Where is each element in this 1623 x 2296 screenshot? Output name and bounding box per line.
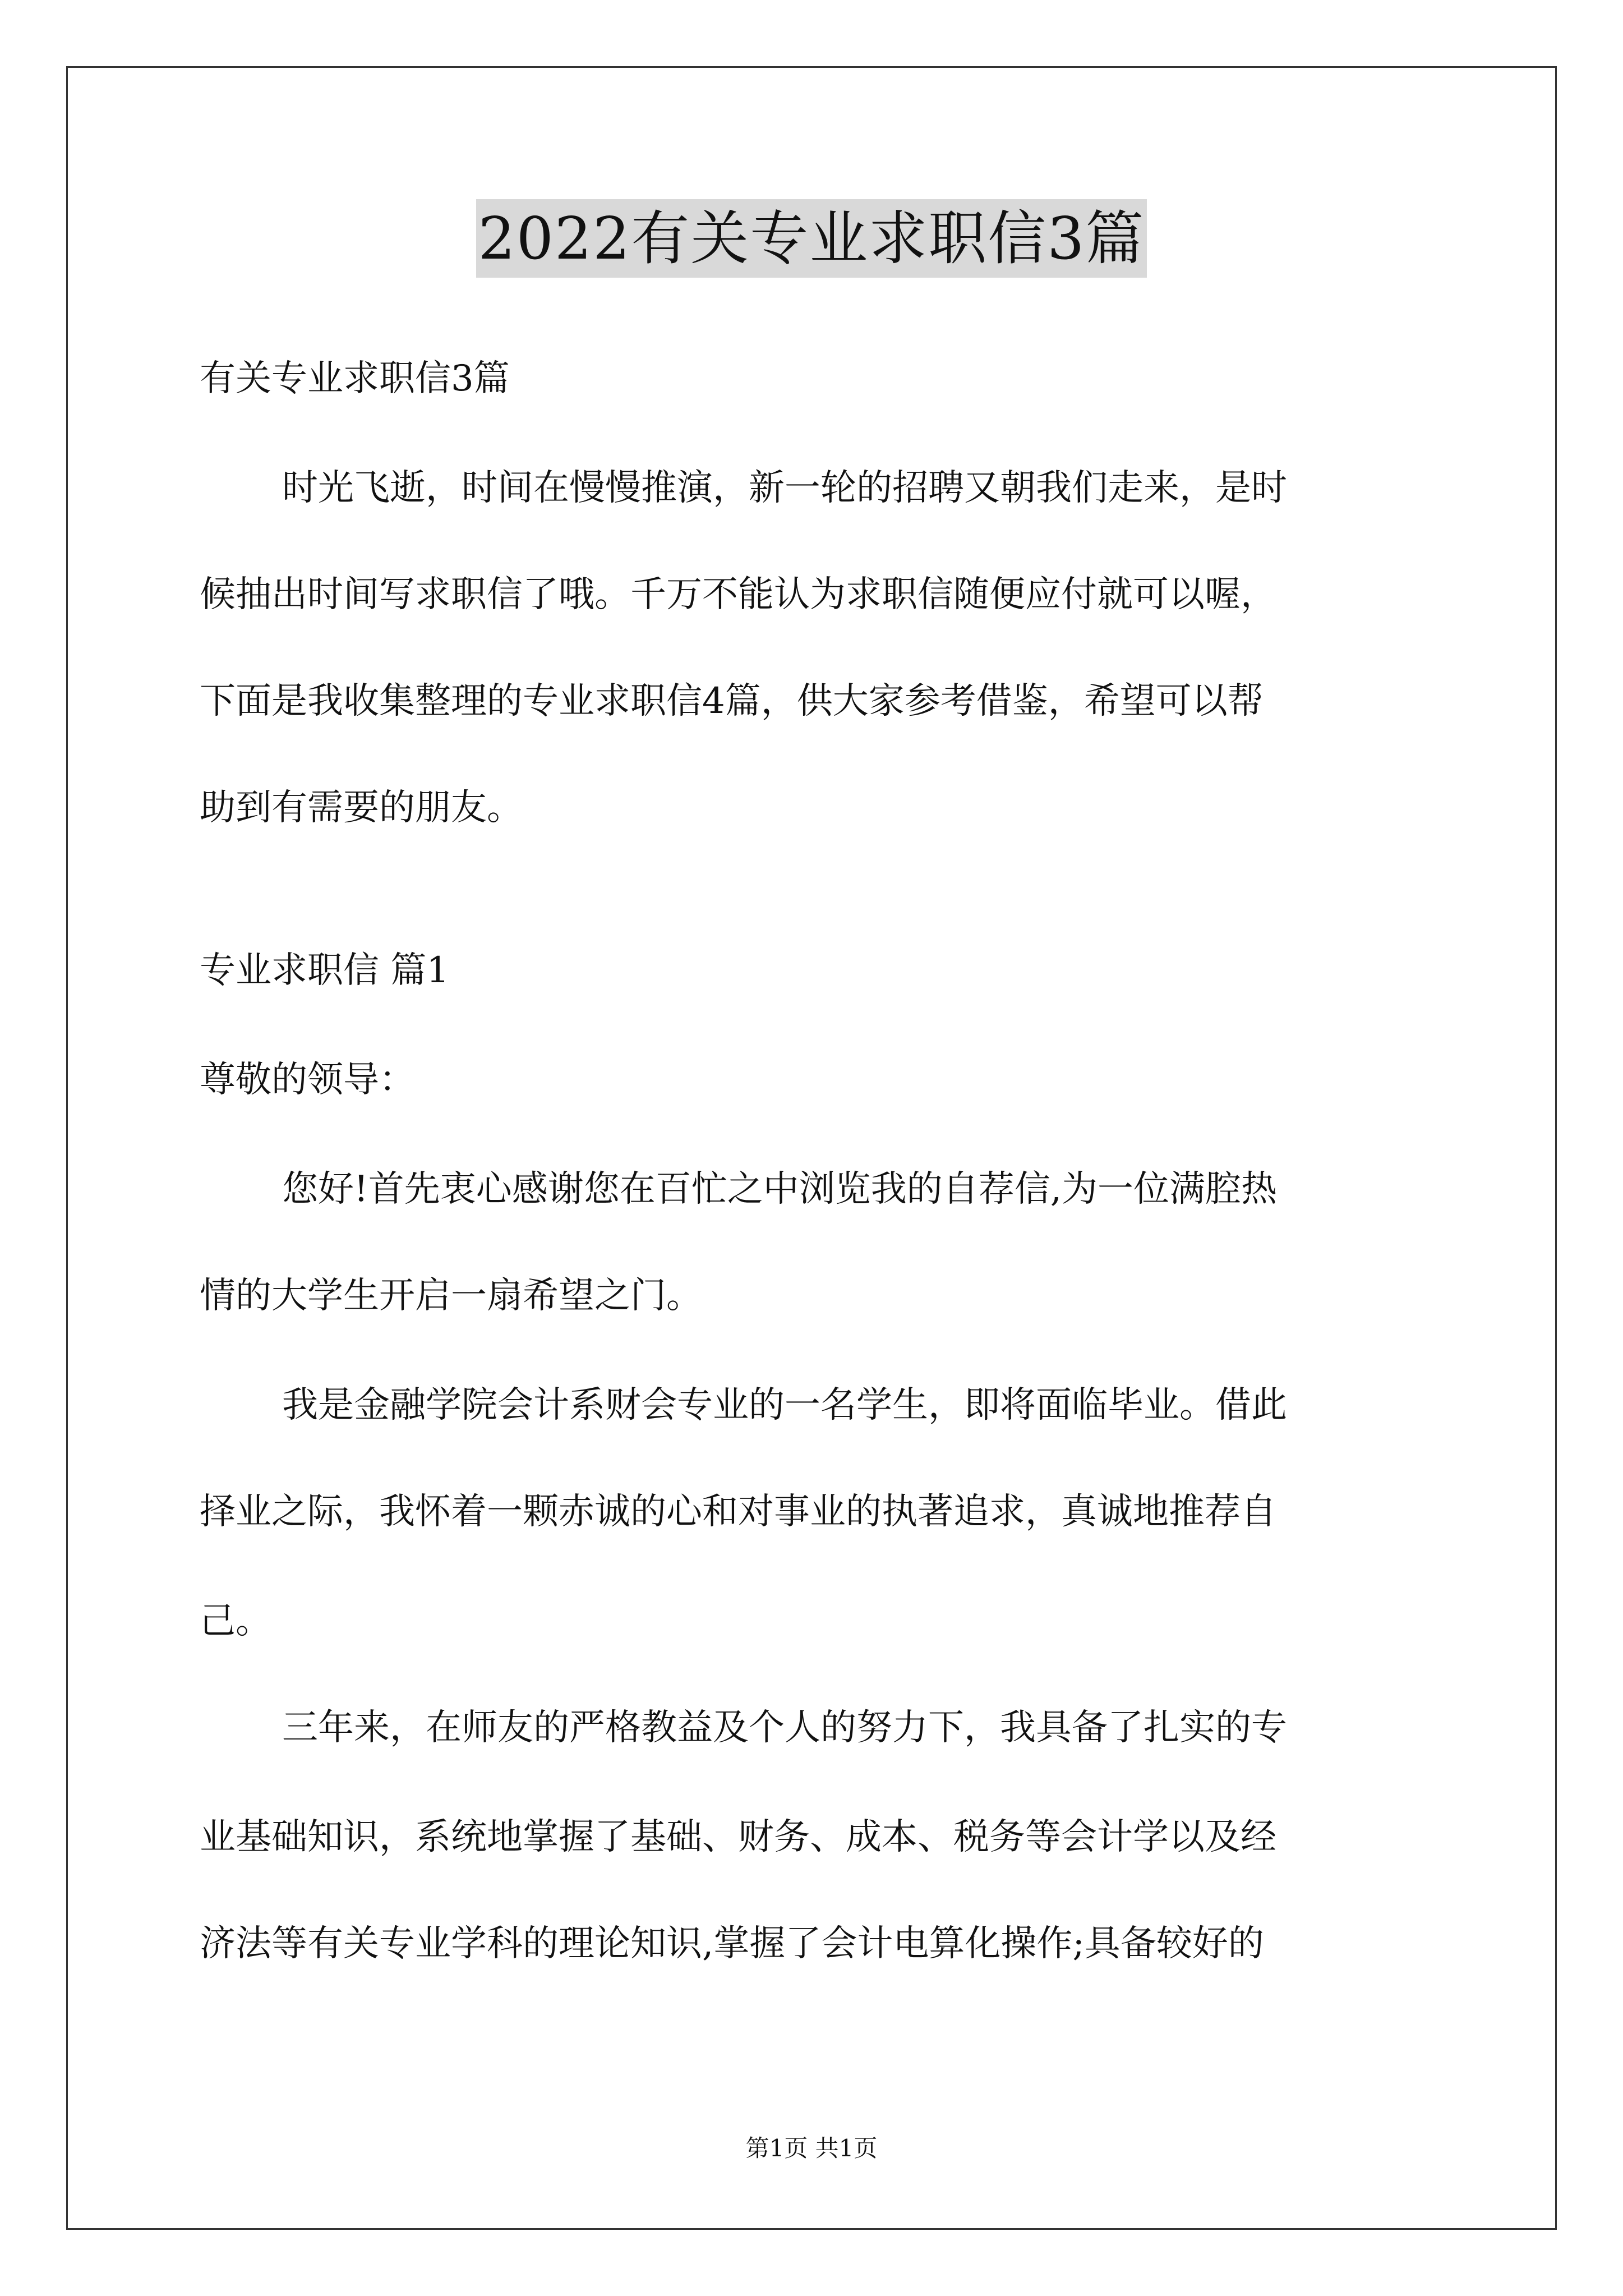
intro-line: 下面是我收集整理的专业求职信4篇，供大家参考借鉴，希望可以帮 [200,680,1264,722]
body-line: 三年来，在师友的严格教益及个人的努力下，我具备了扎实的专 [282,1707,1287,1749]
document-title: 2022有关专业求职信3篇 [476,199,1147,278]
intro-line: 助到有需要的朋友。 [200,787,523,829]
body-line: 业基础知识，系统地掌握了基础、财务、成本、税务等会计学以及经 [200,1816,1276,1858]
body-line: 情的大学生开启一扇希望之门。 [200,1275,702,1317]
section-heading: 专业求职信 篇1 [200,950,450,991]
intro-line: 时光飞逝，时间在慢慢推演，新一轮的招聘又朝我们走来，是时 [282,467,1287,509]
body-line: 我是金融学院会计系财会专业的一名学生，即将面临毕业。借此 [282,1384,1287,1426]
salutation: 尊敬的领导： [200,1059,415,1101]
body-line: 己。 [200,1600,271,1642]
body-line: 济法等有关专业学科的理论知识,掌握了会计电算化操作;具备较好的 [200,1923,1264,1964]
title-container [0,199,1623,278]
intro-line: 候抽出时间写求职信了哦。千万不能认为求职信随便应付就可以喔， [200,574,1276,615]
document-subtitle: 有关专业求职信3篇 [200,358,510,399]
body-line: 您好!首先衷心感谢您在百忙之中浏览我的自荐信,为一位满腔热 [282,1168,1278,1210]
page-footer: 第1页 共1页 [745,2134,878,2162]
body-line: 择业之际，我怀着一颗赤诚的心和对事业的执著追求，真诚地推荐自 [200,1491,1276,1533]
